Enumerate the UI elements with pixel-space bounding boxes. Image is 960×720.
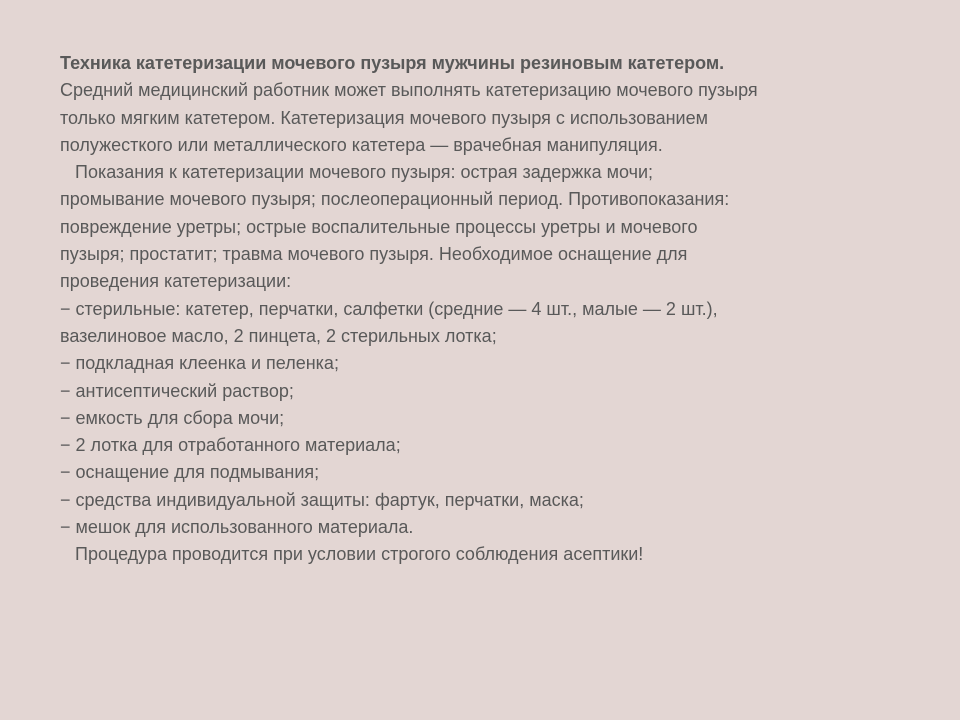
slide-title: Техника катетеризации мочевого пузыря мужчины резиновым катетером. [60, 53, 725, 73]
text-line: только мягким катетером. Катетеризация мочевого пузыря с использованием [60, 107, 708, 128]
text-line: Показания к катетеризации мочевого пузыря: острая задержка мочи; [75, 162, 654, 183]
list-item: − емкость для сбора мочи; [60, 407, 285, 428]
text-line: пузыря; простатит; травма мочевого пузыря. Необходимое оснащение для [60, 244, 688, 265]
list-item: − мешок для использованного материала. [60, 517, 414, 538]
slide-content [60, 50, 920, 569]
list-item: − антисептический раствор; [60, 380, 294, 401]
list-item: − 2 лотка для отработанного материала; [60, 435, 401, 456]
text-line: полужесткого или металлического катетера — врачебная манипуляция. [60, 134, 663, 155]
text-line: проведения катетеризации: [60, 271, 292, 292]
list-item: − оснащение для подмывания; [60, 462, 320, 483]
list-item: − подкладная клеенка и пеленка; [60, 353, 339, 374]
text-line: промывание мочевого пузыря; послеоперационный период. Противопоказания: [60, 189, 730, 210]
text-line: Средний медицинский работник может выполнять катетеризацию мочевого пузыря [60, 80, 758, 101]
text-line: повреждение уретры; острые воспалительные процессы уретры и мочевого [60, 216, 698, 237]
list-item-continuation: вазелиновое масло, 2 пинцета, 2 стерильных лотка; [60, 325, 497, 346]
closing-note: Процедура проводится при условии строгого соблюдения асептики! [75, 544, 644, 565]
list-item: − средства индивидуальной защиты: фартук, перчатки, маска; [60, 489, 584, 510]
list-item: − стерильные: катетер, перчатки, салфетки (средние — 4 шт., малые — 2 шт.), [60, 298, 718, 319]
